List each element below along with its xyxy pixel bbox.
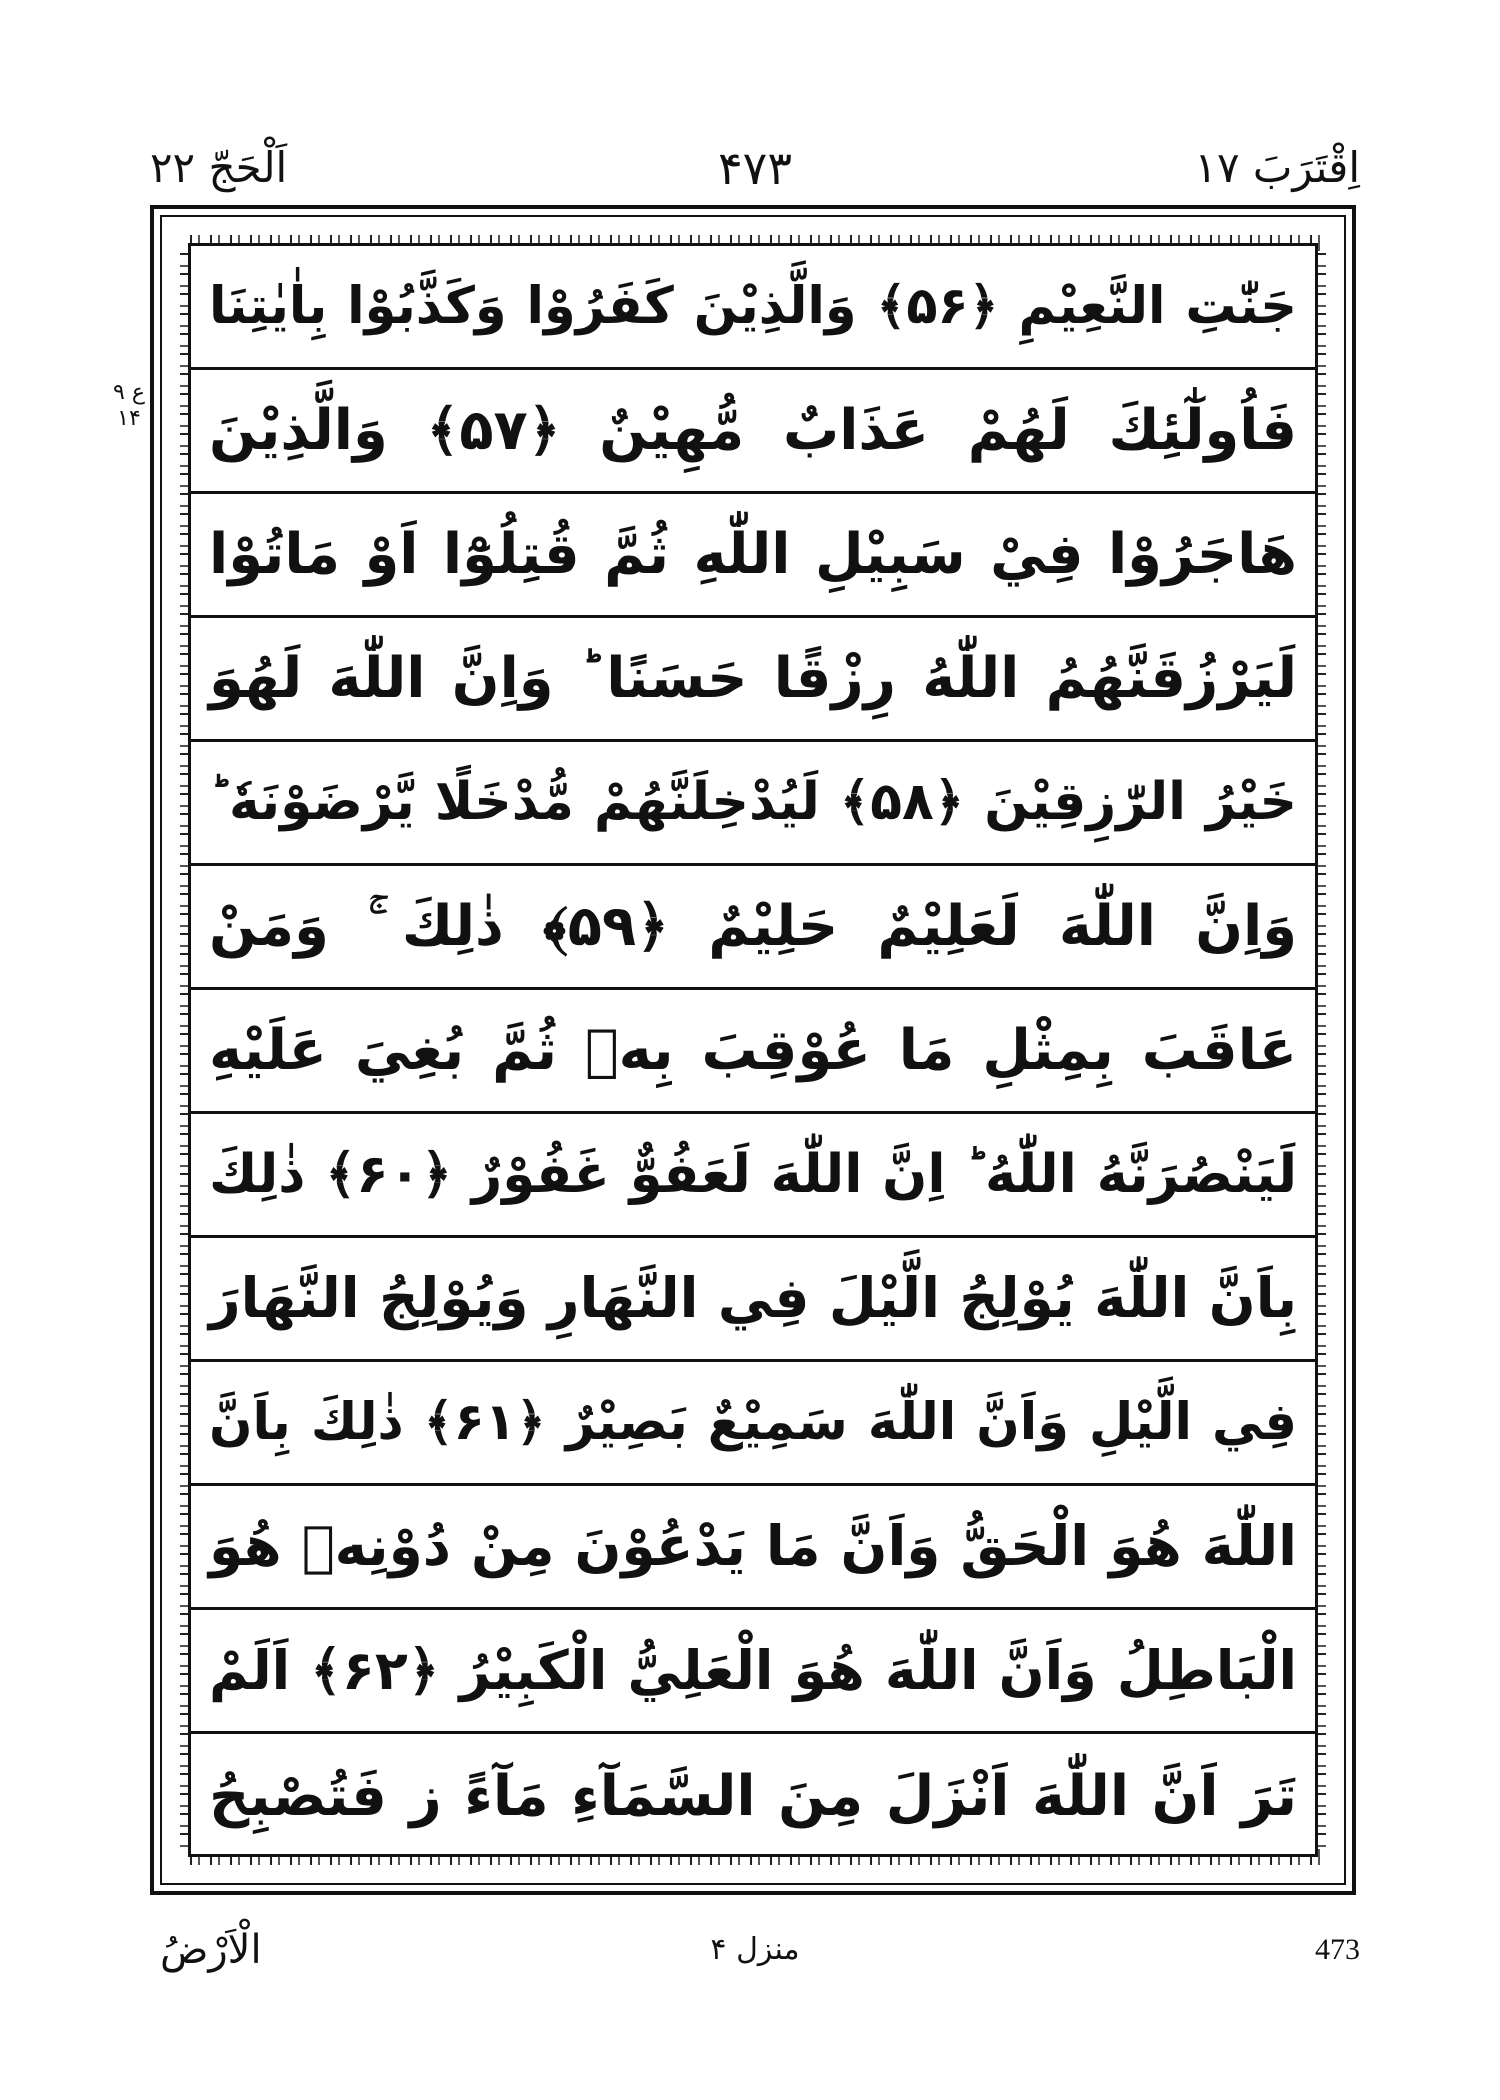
verse-line	[191, 1238, 1315, 1362]
page-frame	[150, 205, 1356, 1895]
catchword: الْاَرْضُ	[160, 1927, 262, 1973]
verse-line-text: جَنّٰتِ النَّعِيْمِ ﴿۵۶﴾ وَالَّذِيْنَ كَفَرُوْا وَكَذَّبُوْا بِاٰيٰتِنَا	[209, 277, 1297, 336]
verse-line	[191, 866, 1315, 990]
verse-line-text: بِاَنَّ اللّٰهَ يُوْلِجُ الَّيْلَ فِي النَّهَارِ وَيُوْلِجُ النَّهَارَ	[209, 1266, 1297, 1330]
verse-line-text: لَيَنْصُرَنَّهُ اللّٰهُ ؕ اِنَّ اللّٰهَ لَعَفُوٌّ غَفُوْرٌ ﴿۶۰﴾ ذٰلِكَ	[209, 1144, 1297, 1205]
surah-name: اَلْحَجّ ۲۲	[150, 143, 288, 192]
verse-line-text: لَيَرْزُقَنَّهُمُ اللّٰهُ رِزْقًا حَسَنًا ؕ وَاِنَّ اللّٰهَ لَهُوَ	[209, 646, 1297, 711]
verse-line	[191, 1610, 1315, 1734]
verse-line-text: اللّٰهَ هُوَ الْحَقُّ وَاَنَّ مَا يَدْعُوْنَ مِنْ دُوْنِهٖ هُوَ	[209, 1514, 1297, 1578]
page-number-arabic: ۴۷۳	[717, 141, 793, 195]
verse-line	[191, 1362, 1315, 1486]
verse-line	[191, 742, 1315, 866]
verse-line	[191, 1734, 1315, 1858]
verse-line-text: هَاجَرُوْا فِيْ سَبِيْلِ اللّٰهِ ثُمَّ قُتِلُوْٓا اَوْ مَاتُوْا	[209, 522, 1297, 587]
verse-line-text: عَاقَبَ بِمِثْلِ مَا عُوْقِبَ بِهٖ ثُمَّ بُغِيَ عَلَيْهِ	[209, 1018, 1297, 1083]
ruku-marker: ع ۹ ۱۴	[113, 380, 145, 431]
verse-line-text: فِي الَّيْلِ وَاَنَّ اللّٰهَ سَمِيْعٌ بَصِيْرٌ ﴿۶۱﴾ ذٰلِكَ بِاَنَّ	[209, 1393, 1297, 1452]
verse-line	[191, 990, 1315, 1114]
page-header	[150, 138, 1360, 198]
verse-text-area	[188, 243, 1318, 1857]
juz-name: اِقْتَرَبَ ۱۷	[1194, 143, 1360, 192]
verse-line	[191, 246, 1315, 370]
verse-line	[191, 618, 1315, 742]
verse-line	[191, 494, 1315, 618]
verse-line	[191, 370, 1315, 494]
page-number: 473	[1315, 1933, 1360, 1966]
verse-line-text: خَيْرُ الرّٰزِقِيْنَ ﴿۵۸﴾ لَيُدْخِلَنَّهُمْ مُّدْخَلًا يَّرْضَوْنَهٗ ؕ	[209, 772, 1297, 832]
verse-line-text: وَاِنَّ اللّٰهَ لَعَلِيْمٌ حَلِيْمٌ ﴿۵۹﴾ ذٰلِكَ ۚ وَمَنْ	[209, 894, 1297, 959]
verse-line	[191, 1486, 1315, 1610]
manzil-label: منزل ۴	[710, 1932, 800, 1967]
page-footer	[150, 1920, 1360, 1980]
verse-line-text: الْبَاطِلُ وَاَنَّ اللّٰهَ هُوَ الْعَلِيُّ الْكَبِيْرُ ﴿۶۲﴾ اَلَمْ	[209, 1639, 1297, 1702]
verse-line	[191, 1114, 1315, 1238]
verse-line-text: فَاُولٰٓئِكَ لَهُمْ عَذَابٌ مُّهِيْنٌ ﴿۵۷﴾ وَالَّذِيْنَ	[209, 398, 1297, 463]
verse-line-text: تَرَ اَنَّ اللّٰهَ اَنْزَلَ مِنَ السَّمَآءِ مَآءً ز فَتُصْبِحُ	[209, 1763, 1297, 1829]
